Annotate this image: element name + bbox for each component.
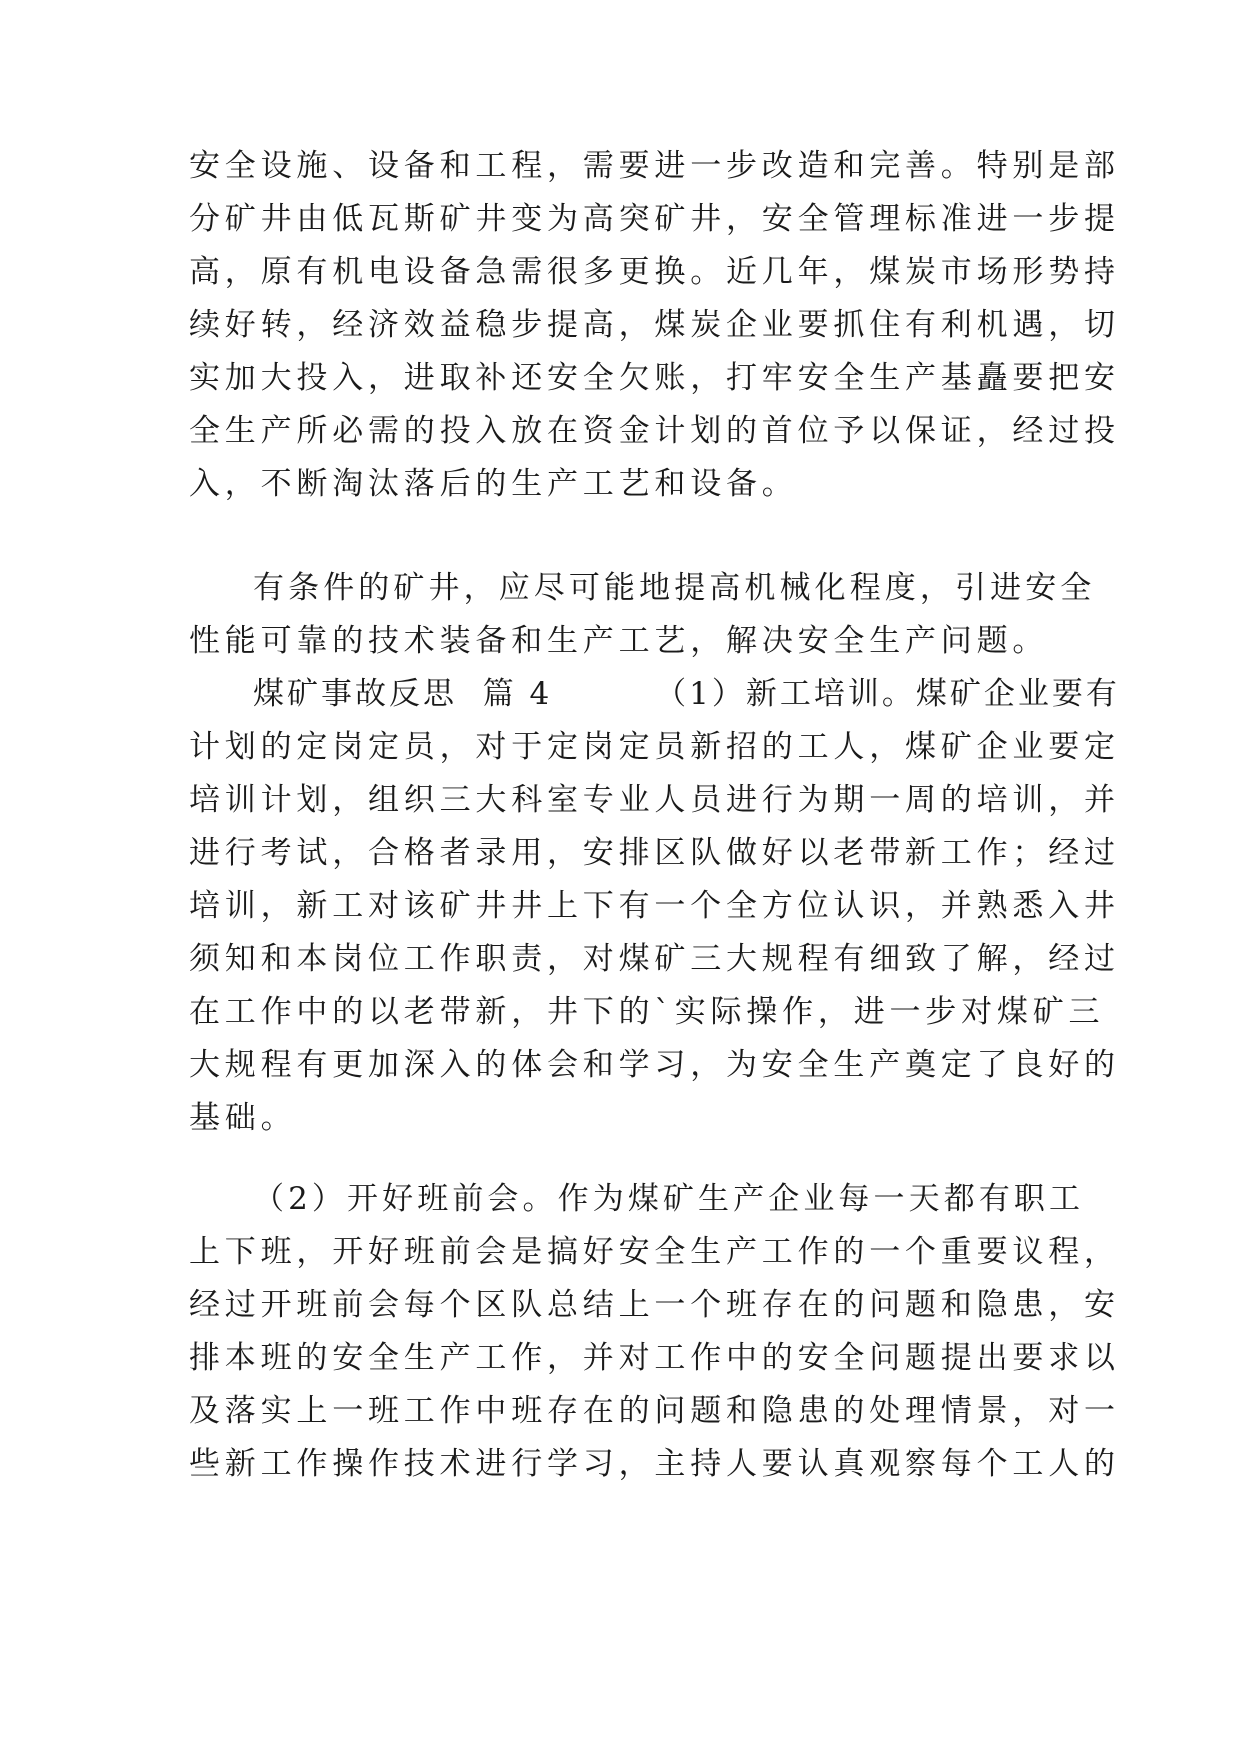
text-line: 经过开班前会每个区队总结上一个班存在的问题和隐患，安 — [189, 1287, 1120, 1323]
text-line: 性能可靠的技术装备和生产工艺，解决安全生产问题。 — [189, 623, 1049, 659]
text-line: 在工作中的以老带新，井下的`实际操作，进一步对煤矿三 — [189, 994, 1105, 1030]
text-line: 须知和本岗位工作职责，对煤矿三大规程有细致了解，经过 — [189, 941, 1120, 977]
text-line: 入，不断淘汰落后的生产工艺和设备。 — [189, 466, 798, 502]
text-line: 分矿井由低瓦斯矿井变为高突矿井，安全管理标准进一步提 — [189, 201, 1120, 237]
text-line: 有条件的矿井，应尽可能地提高机械化程度，引进安全 — [253, 570, 1096, 606]
text-line: 高，原有机电设备急需很多更换。近几年，煤炭市场形势持 — [189, 254, 1120, 290]
text-line: 全生产所必需的投入放在资金计划的首位予以保证，经过投 — [189, 413, 1120, 449]
text-line: 安全设施、设备和工程，需要进一步改造和完善。特别是部 — [189, 148, 1120, 184]
text-line: （2）开好班前会。作为煤矿生产企业每一天都有职工 — [253, 1181, 1085, 1217]
text-line: 进行考试，合格者录用，安排区队做好以老带新工作；经过 — [189, 835, 1120, 871]
text-line: 上下班，开好班前会是搞好安全生产工作的一个重要议程， — [189, 1234, 1120, 1270]
text-line: 大规程有更加深入的体会和学习，为安全生产奠定了良好的 — [189, 1047, 1120, 1083]
text-line: 及落实上一班工作中班存在的问题和隐患的处理情景，对一 — [189, 1393, 1120, 1429]
text-line: 培训计划，组织三大科室专业人员进行为期一周的培训，并 — [189, 782, 1120, 818]
text-line: 排本班的安全生产工作，并对工作中的安全问题提出要求以 — [189, 1340, 1120, 1376]
text-line: 实加大投入，进取补还安全欠账，打牢安全生产基矗要把安 — [189, 360, 1120, 396]
text-line: 些新工作操作技术进行学习，主持人要认真观察每个工人的 — [189, 1446, 1120, 1482]
section-heading-line: 煤矿事故反思 篇 4 （1）新工培训。煤矿企业要有 — [253, 676, 1120, 712]
text-line: 续好转，经济效益稳步提高，煤炭企业要抓住有利机遇，切 — [189, 307, 1120, 343]
text-line: 基础。 — [189, 1100, 297, 1136]
text-line: 培训，新工对该矿井井上下有一个全方位认识，并熟悉入井 — [189, 888, 1120, 924]
text-line: 计划的定岗定员，对于定岗定员新招的工人，煤矿企业要定 — [189, 729, 1120, 765]
